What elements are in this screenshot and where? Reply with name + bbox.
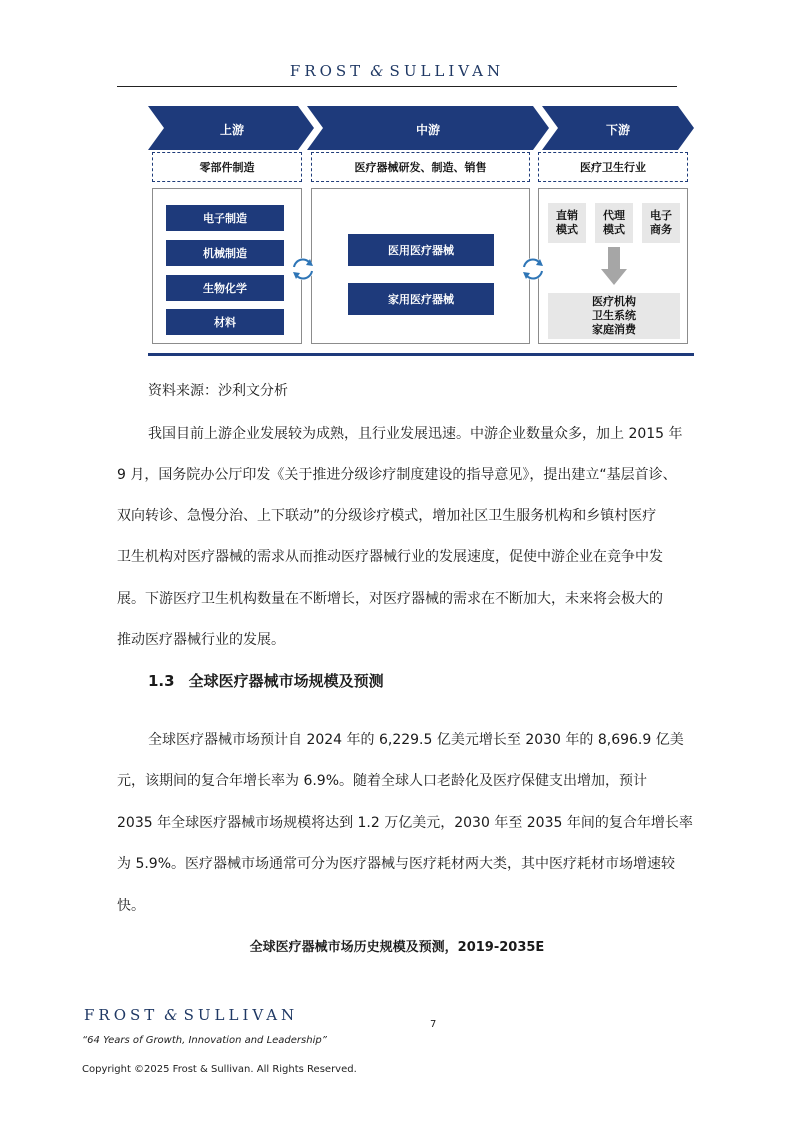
header-rule [117, 86, 677, 87]
paragraph1-line: 双向转诊、急慢分治、上下联动”的分级诊疗模式，增加社区卫生服务机构和乡镇村医疗 [117, 508, 657, 524]
stage-label-upstream: 上游 [219, 123, 244, 137]
footer-copyright: Copyright ©2025 Frost & Sullivan. All Rights Reserved. [82, 1064, 357, 1075]
upstream-item-machinery: 机械制造 [166, 240, 284, 266]
down-arrow-icon [601, 247, 627, 287]
header-brand-left: FROST [289, 62, 365, 80]
footer-brand-amp: & [164, 1006, 178, 1024]
upstream-item-electronics: 电子制造 [166, 205, 284, 231]
figure-title: 全球医疗器械市场历史规模及预测，2019-2035E [249, 940, 545, 955]
paragraph1-line: 我国目前上游企业发展较为成熟，且行业发展迅速。中游企业数量众多，加上 2015 年 [148, 426, 683, 442]
paragraph2-line: 元，该期间的复合年增长率为 6.9%。随着全球人口老龄化及医疗保健支出增加，预计 [117, 773, 648, 789]
midstream-item-medical: 医用医疗器械 [348, 234, 494, 266]
header-logo [0, 62, 794, 80]
downstream-targets: 医疗机构 卫生系统 家庭消费 [548, 293, 680, 339]
midstream-item-home: 家用医疗器械 [348, 283, 494, 315]
downstream-mode-direct: 直销 模式 [548, 203, 586, 243]
header-brand-amp: & [370, 62, 384, 80]
stage-label-downstream: 下游 [605, 123, 630, 137]
paragraph2-line: 为 5.9%。医疗器械市场通常可分为医疗器械与医疗耗材两大类，其中医疗耗材市场增速较 [117, 856, 676, 872]
downstream-mode-ecommerce: 电子 商务 [642, 203, 680, 243]
upstream-item-materials: 材料 [166, 309, 284, 335]
paragraph1-line: 展。下游医疗卫生机构数量在不断增长，对医疗器械的需求在不断加大，未来将会极大的 [117, 591, 663, 607]
cycle-icon [290, 256, 316, 282]
page-number: 7 [430, 1019, 437, 1030]
downstream-subtitle: 医疗卫生行业 [538, 152, 688, 182]
section-title-text: 全球医疗器械市场规模及预测 [188, 672, 384, 690]
paragraph1-line: 推动医疗器械行业的发展。 [117, 632, 285, 648]
paragraph2-line: 2035 年全球医疗器械市场规模将达到 1.2 万亿美元，2030 年至 2035 年间的复合年增长率 [117, 815, 693, 831]
downstream-mode-agency: 代理 模式 [595, 203, 633, 243]
footer-logo [84, 1006, 298, 1024]
stage-label-midstream: 中游 [415, 123, 440, 137]
paragraph2-line: 全球医疗器械市场预计自 2024 年的 6,229.5 亿美元增长至 2030 年的 8,696.9 亿美 [148, 732, 684, 748]
cycle-icon [520, 256, 546, 282]
footer-brand-right: SULLIVAN [183, 1006, 299, 1024]
downstream-panel [538, 188, 688, 344]
midstream-subtitle: 医疗器械研发、制造、销售 [311, 152, 530, 182]
header-brand-right: SULLIVAN [389, 62, 505, 80]
paragraph2-line: 快。 [117, 898, 145, 914]
footer-brand-left: FROST [84, 1006, 159, 1024]
industry-chain-diagram [148, 104, 694, 358]
midstream-panel [311, 188, 530, 344]
upstream-item-biochemistry: 生物化学 [166, 275, 284, 301]
upstream-subtitle: 零部件制造 [152, 152, 302, 182]
footer-tagline: “64 Years of Growth, Innovation and Leadership” [82, 1035, 327, 1046]
section-heading [148, 670, 398, 691]
source-note: 资料来源：沙利文分析 [148, 383, 288, 399]
paragraph1-line: 9 月，国务院办公厅印发《关于推进分级诊疗制度建设的指导意见》，提出建立“基层首诊、 [117, 467, 677, 483]
upstream-panel [152, 188, 302, 344]
paragraph1-line: 卫生机构对医疗器械的需求从而推动医疗器械行业的发展速度，促使中游企业在竞争中发 [117, 549, 663, 565]
section-number: 1.3 [148, 672, 175, 690]
diagram-base-line [148, 353, 694, 356]
